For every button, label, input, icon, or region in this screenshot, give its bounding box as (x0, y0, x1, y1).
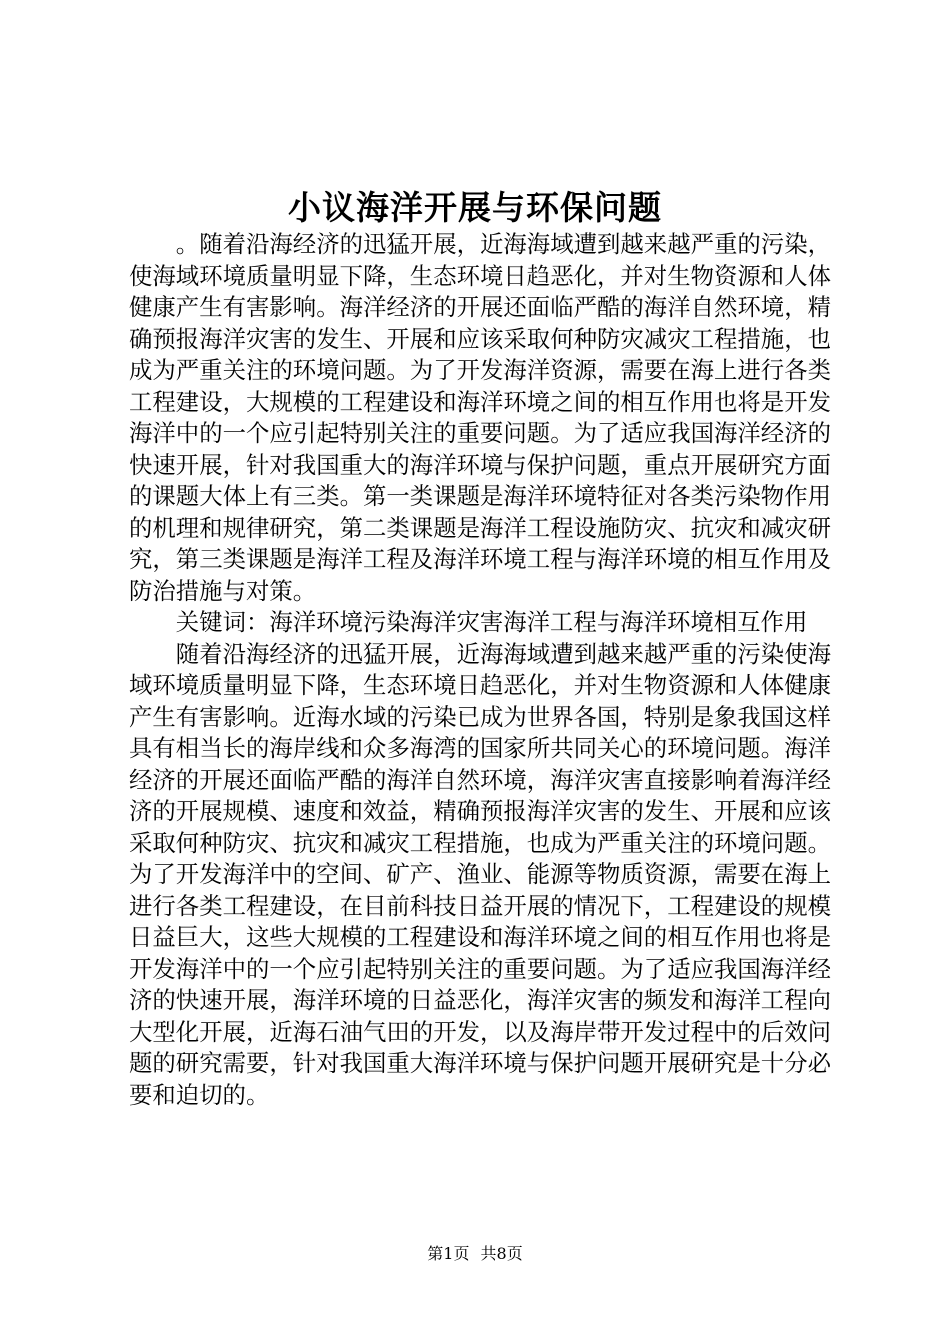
page-footer (0, 1244, 950, 1264)
page-total: 共8页 (480, 1244, 523, 1263)
abstract-paragraph: 。随着沿海经济的迅猛开展，近海海域遭到越来越严重的污染，使海域环境质量明显下降，生态环境日趋恶化，并对生物资源和人体健康产生有害影响。海洋经济的开展还面临严酷的海洋自然环境，精确预报海洋灾害的发生、开展和应该采取何种防灾减灾工程措施，也成为严重关注的环境问题。为了开发海洋资源，需要在海上进行各类工程建设，大规模的工程建设和海洋环境之间的相互作用也将是开发海洋中的一个应引起特别关注的重要问题。为了适应我国海洋经济的快速开展，针对我国重大的海洋环境与保护问题，重点开展研究方面的课题大体上有三类。第一类课题是海洋环境特征对各类污染物作用的机理和规律研究，第二类课题是海洋工程设施防灾、抗灾和减灾研究，第三类课题是海洋工程及海洋环境工程与海洋环境的相互作用及防治措施与对策。 (129, 230, 831, 605)
keywords-paragraph: 关键词：海洋环境污染海洋灾害海洋工程与海洋环境相互作用 (175, 608, 808, 636)
document-body (129, 229, 831, 1111)
body-paragraph: 随着沿海经济的迅猛开展，近海海域遭到越来越严重的污染使海域环境质量明显下降，生态环境日趋恶化，并对生物资源和人体健康产生有害影响。近海水域的污染已成为世界各国，特别是象我国这样具有相当长的海岸线和众多海湾的国家所共同关心的环境问题。海洋经济的开展还面临严酷的海洋自然环境，海洋灾害直接影响着海洋经济的开展规模、速度和效益，精确预报海洋灾害的发生、开展和应该采取何种防灾、抗灾和减灾工程措施，也成为严重关注的环境问题。为了开发海洋中的空间、矿产、渔业、能源等物质资源，需要在海上进行各类工程建设，在目前科技日益开展的情况下，工程建设的规模日益巨大，这些大规模的工程建设和海洋环境之间的相互作用也将是开发海洋中的一个应引起特别关注的重要问题。为了适应我国海洋经济的快速开展，海洋环境的日益恶化，海洋灾害的频发和海洋工程向大型化开展，近海石油气田的开发，以及海岸带开发过程中的后效问题的研究需要，针对我国重大海洋环境与保护问题开展研究是十分必要和迫切的。 (129, 639, 831, 1109)
page-number: 第1页 (427, 1244, 470, 1263)
document-title: 小议海洋开展与环保问题 (288, 188, 662, 227)
